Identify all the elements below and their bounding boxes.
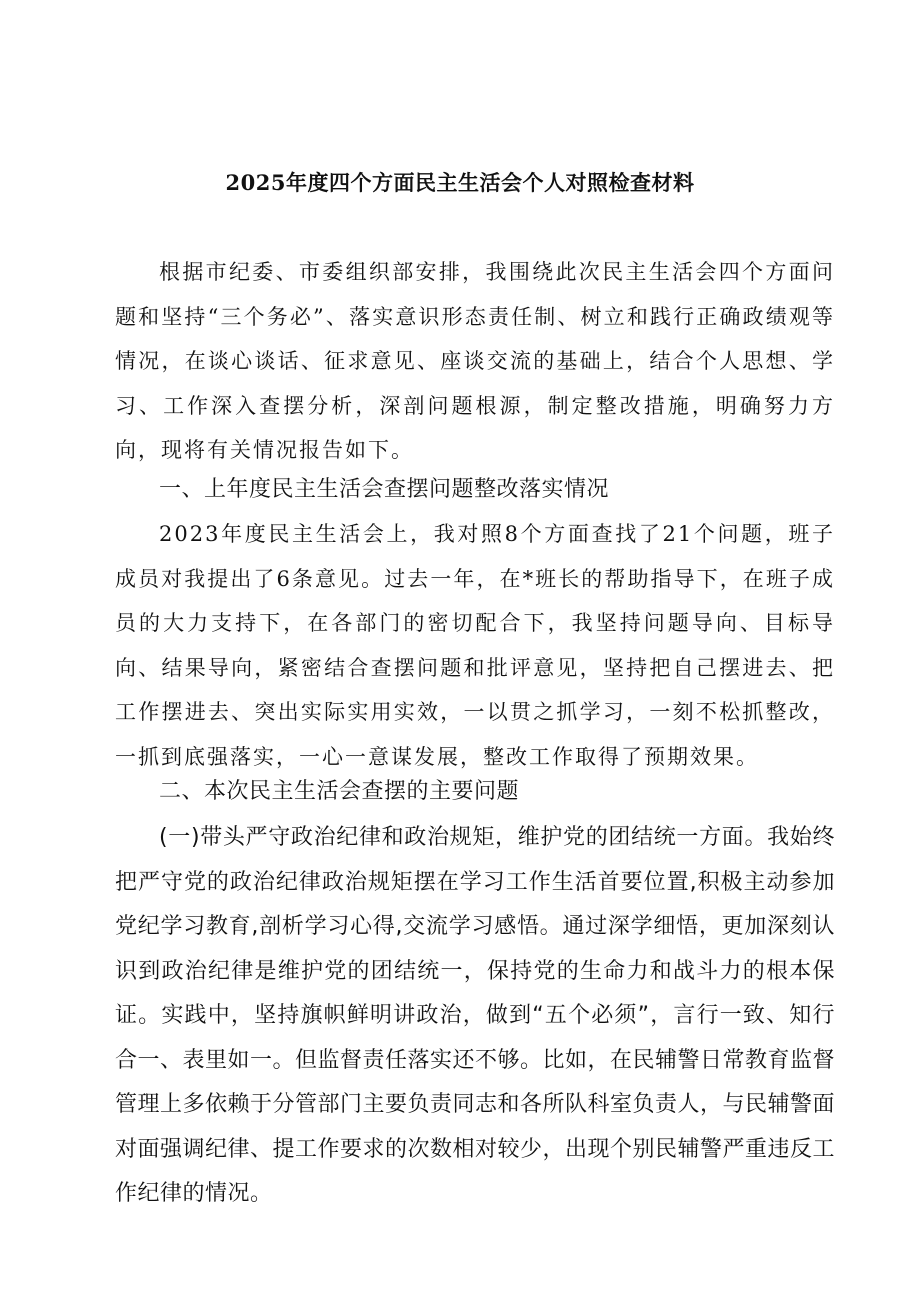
section2-heading: 二、本次民主生活会查摆的主要问题 — [159, 779, 520, 804]
section1-heading: 一、上年度民主生活会查摆问题整改落实情况 — [159, 477, 610, 502]
intro-paragraph: 根据市纪委、市委组织部安排，我围绕此次民主生活会四个方面问题和坚持“三个务必”、落实意识形态责任制、树立和践行正确政绩观等情况，在谈心谈话、征求意见、座谈交流的基础上，结合个人思想、学习、工作深入查摆分析，深剖问题根源，制定整改措施，明确努力方向，现将有关情况报告如下。 — [115, 260, 835, 462]
section2-item1-paragraph: (一)带头严守政治纪律和政治规矩，维护党的团结统一方面。我始终把严守党的政治纪律政治规矩摆在学习工作生活首要位置,积极主动参加党纪学习教育,剖析学习心得,交流学习感悟。通过深学细悟，更加深刻认识到政治纪律是维护党的团结统一，保持党的生命力和战斗力的根本保证。实践中，坚持旗帜鲜明讲政治，做到“五个必须”，言行一致、知行合一、表里如一。但监督责任落实还不够。比如，在民辅警日常教育监督管理上多依赖于分管部门主要负责同志和各所队科室负责人，与民辅警面对面强调纪律、提工作要求的次数相对较少，出现个别民辅警严重违反工作纪律的情况。 — [115, 825, 836, 1206]
section1-paragraph: 2023年度民主生活会上，我对照8个方面查找了21个问题，班子成员对我提出了6条意见。过去一年，在*班长的帮助指导下，在班子成员的大力支持下，在各部门的密切配合下，我坚持问题导向、目标导向、结果导向，紧密结合查摆问题和批评意见，坚持把自己摆进去、把工作摆进去、突出实际实用实效，一以贯之抓学习，一刻不松抓整改，一抓到底强落实，一心一意谋发展，整改工作取得了预期效果。 — [115, 522, 835, 769]
document-title: 2025年度四个方面民主生活会个人对照检查材料 — [225, 170, 695, 195]
